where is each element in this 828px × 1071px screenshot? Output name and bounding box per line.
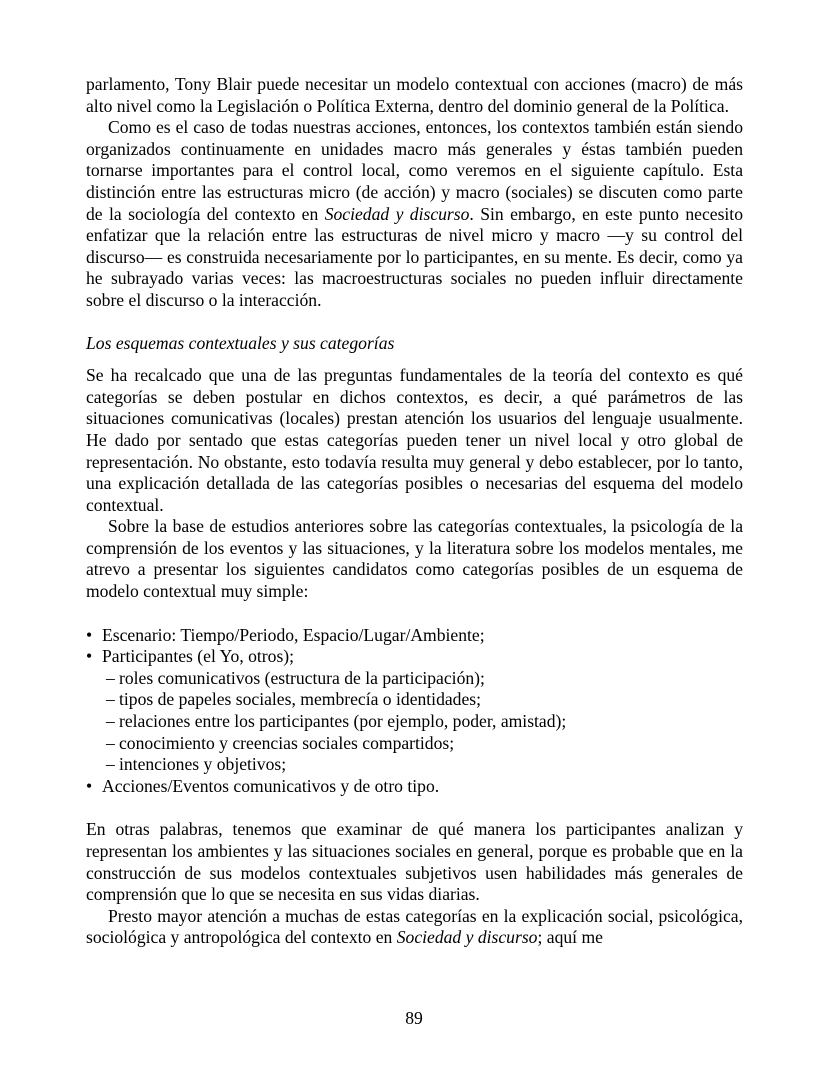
list-item-label: intenciones y objetivos; bbox=[119, 754, 287, 775]
section-heading: Los esquemas contextuales y sus categorías bbox=[86, 332, 395, 353]
spacer-before-heading bbox=[86, 312, 743, 333]
bullet-icon: • bbox=[86, 775, 93, 796]
spacer-after-list bbox=[86, 797, 743, 819]
list-item bbox=[86, 646, 743, 668]
list-item-label: roles comunicativos (estructura de la participación); bbox=[119, 667, 485, 688]
list-item bbox=[86, 711, 743, 733]
list-item bbox=[86, 668, 743, 690]
paragraph-continuation: parlamento, Tony Blair puede necesitar un modelo contextual con acciones (macro) de más alto nivel como la Legislación o Política Externa, dentro del dominio general de la Política. bbox=[86, 74, 743, 116]
context-categories-list bbox=[86, 625, 743, 798]
book-title-sociedad-y-discurso-2: Sociedad y discurso bbox=[396, 927, 538, 948]
dash-icon: – bbox=[106, 732, 115, 753]
paragraph-macro-contexts bbox=[86, 117, 743, 311]
list-item bbox=[86, 776, 743, 798]
book-title-sociedad-y-discurso-1: Sociedad y discurso bbox=[324, 203, 470, 224]
list-item bbox=[86, 733, 743, 755]
text-column bbox=[86, 74, 743, 949]
paragraph-in-other-words: En otras palabras, tenemos que examinar de qué manera los participantes analizan y representan los ambientes y las situaciones sociales en general, porque es probable que en la construcción de sus modelos contextuales subjetivos usen habilidades más generales de comprensión que lo que se necesita en sus vidas diarias. bbox=[86, 819, 743, 905]
list-item-label: Escenario: Tiempo/Periodo, Espacio/Lugar/Ambiente; bbox=[102, 624, 485, 645]
paragraph-text-before-title: Presto mayor atención a muchas de estas categorías en la explicación social, psicológica, sociológica y antropológica del contexto en bbox=[86, 905, 743, 948]
page-number: 89 bbox=[405, 1008, 423, 1028]
dash-icon: – bbox=[106, 754, 115, 775]
list-item-label: tipos de papeles sociales, membrecía o identidades; bbox=[119, 689, 482, 710]
list-item bbox=[86, 625, 743, 647]
paragraph-text-after-title: ; aquí me bbox=[537, 927, 603, 948]
dash-icon: – bbox=[106, 667, 115, 688]
list-item-label: Participantes (el Yo, otros); bbox=[102, 646, 295, 667]
list-item-label: Acciones/Eventos comunicativos y de otro tipo. bbox=[102, 775, 440, 796]
list-item bbox=[86, 689, 743, 711]
paragraph-text-after-title: . Sin embargo, en este punto necesito enfatizar que la relación entre las estructuras de nivel micro y macro —y su control del discurso— es construida necesariamente por lo participantes, en su mente. Es decir, como ya he subrayado varias veces: las macroestructuras sociales no pueden influir directamente sobre el discurso o la interacción. bbox=[86, 203, 743, 310]
bullet-icon: • bbox=[86, 646, 93, 667]
list-item bbox=[86, 754, 743, 776]
dash-icon: – bbox=[106, 711, 115, 732]
dash-icon: – bbox=[106, 689, 115, 710]
bullet-icon: • bbox=[86, 624, 93, 645]
paragraph-candidate-categories: Sobre la base de estudios anteriores sobre las categorías contextuales, la psicología de la comprensión de los eventos y las situaciones, y la literatura sobre los modelos mentales, me atrevo a presentar los siguientes candidatos como categorías posibles de un esquema de modelo contextual muy simple: bbox=[86, 516, 743, 602]
paragraph-text-before-title: Como es el caso de todas nuestras acciones, entonces, los contextos también están siendo organizados continuamente en unidades macro más generales y éstas también pueden tornarse importantes para el control local, como veremos en el siguiente capítulo. Esta distinción entre las estructuras micro (de acción) y macro (sociales) se discuten como parte de la sociología del contexto en bbox=[86, 117, 743, 224]
paragraph-closing bbox=[86, 906, 743, 949]
spacer-before-list bbox=[86, 603, 743, 625]
paragraph-context-categories: Se ha recalcado que una de las preguntas fundamentales de la teoría del contexto es qué categorías se deben postular en dichos contextos, es decir, a qué parámetros de las situaciones comunicativas (locales) prestan atención los usuarios del lenguaje usualmente. He dado por sentado que estas categorías pueden tener un nivel local y otro global de representación. No obstante, esto todavía resulta muy general y debo establecer, por lo tanto, una explicación detallada de las categorías posibles o necesarias del esquema del modelo contextual. bbox=[86, 365, 743, 515]
list-item-label: relaciones entre los participantes (por ejemplo, poder, amistad); bbox=[119, 711, 567, 732]
spacer-after-heading bbox=[86, 354, 743, 365]
list-item-label: conocimiento y creencias sociales compartidos; bbox=[119, 732, 455, 753]
